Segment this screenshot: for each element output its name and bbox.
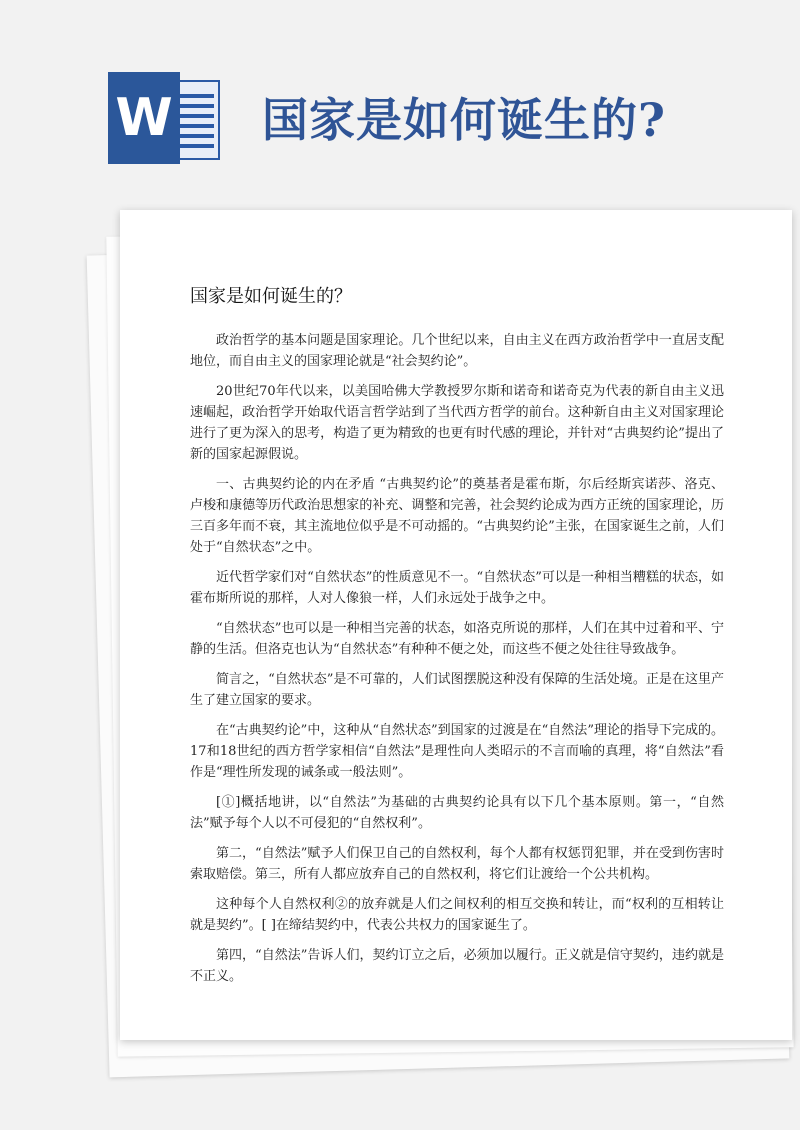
banner-title: 国家是如何诞生的? [262, 93, 666, 147]
paragraph: 一、古典契约论的内在矛盾 “古典契约论”的奠基者是霍布斯，尔后经斯宾诺莎、洛克、卢梭和康德等历代政治思想家的补充、调整和完善，社会契约论成为西方正统的国家理论，历三百多年而不衰，其主流地位似乎是不可动摇的。“古典契约论”主张，在国家诞生之前，人们处于“自然状态”之中。 [190, 477, 724, 555]
document-title: 国家是如何诞生的？ [190, 286, 352, 307]
paragraph: 在“古典契约论”中，这种从“自然状态”到国家的过渡是在“自然法”理论的指导下完成的。 17和18世纪的西方哲学家相信“自然法”是理性向人类昭示的不言而喻的真理，将“自然法”看作是“理性所发现的诫条或一般法则”。 [190, 723, 724, 780]
paragraph: [①]概括地讲，以“自然法”为基础的古典契约论具有以下几个基本原则。第一，“自然法”赋予每个人以不可侵犯的“自然权利”。 [190, 795, 724, 831]
document-body [190, 330, 724, 996]
word-logo-letter: W [108, 72, 180, 164]
paragraph: 第二，“自然法”赋予人们保卫自己的自然权利，每个人都有权惩罚犯罪，并在受到伤害时索取赔偿。第三，所有人都应放弃自己的自然权利，将它们让渡给一个公共机构。 [190, 846, 724, 882]
paragraph: 政治哲学的基本问题是国家理论。几个世纪以来，自由主义在西方政治哲学中一直居支配地位，而自由主义的国家理论就是“社会契约论”。 [190, 333, 724, 369]
paragraph: 简言之，“自然状态”是不可靠的，人们试图摆脱这种没有保障的生活处境。正是在这里产生了建立国家的要求。 [190, 672, 724, 708]
paragraph: 第四，“自然法”告诉人们，契约订立之后，必须加以履行。正义就是信守契约，违约就是不正义。 [190, 948, 724, 984]
paragraph: 这种每个人自然权利②的放弃就是人们之间权利的相互交换和转让，而“权利的互相转让就是契约”。[ ]在缔结契约中，代表公共权力的国家诞生了。 [190, 897, 724, 933]
paragraph: 20世纪70年代以来，以美国哈佛大学教授罗尔斯和诺奇和诺奇克为代表的新自由主义迅速崛起，政治哲学开始取代语言哲学站到了当代西方哲学的前台。这种新自由主义对国家理论进行了更为深入的思考，构造了更为精致的也更有时代感的理论，并针对“古典契约论”提出了新的国家起源假说。 [190, 384, 724, 462]
paragraph: “自然状态”也可以是一种相当完善的状态，如洛克所说的那样，人们在其中过着和平、宁静的生活。但洛克也认为“自然状态”有种种不便之处，而这些不便之处往往导致战争。 [190, 621, 724, 657]
paragraph: 近代哲学家们对“自然状态”的性质意见不一。“自然状态”可以是一种相当糟糕的状态，如霍布斯所说的那样，人对人像狼一样，人们永远处于战争之中。 [190, 570, 724, 606]
word-document-icon [108, 72, 220, 164]
banner-header [0, 0, 800, 220]
document-page [120, 210, 792, 1040]
